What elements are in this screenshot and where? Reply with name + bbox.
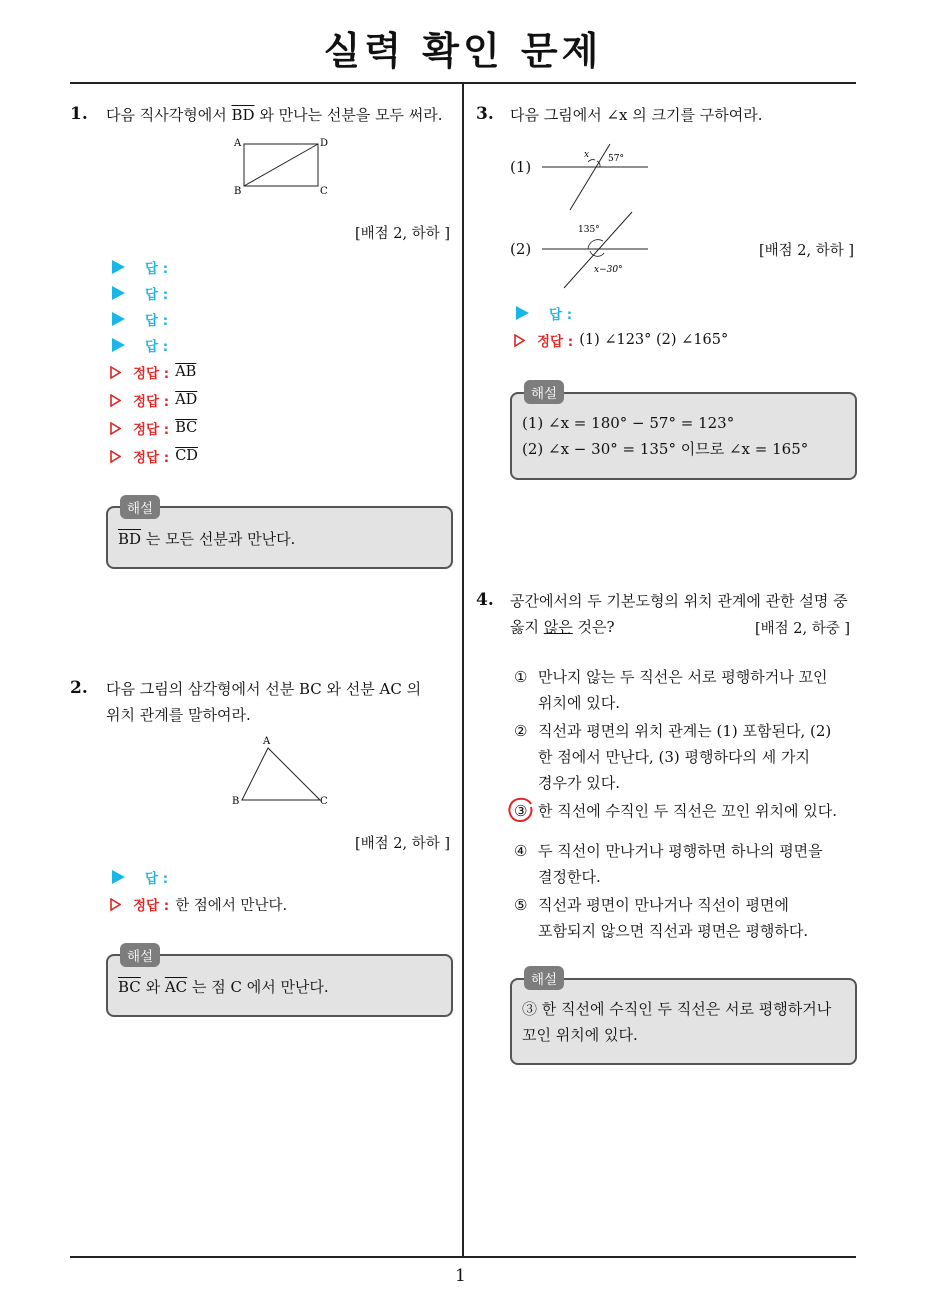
q3-explanation-text (522, 410, 808, 462)
play-icon (112, 338, 125, 352)
correct-label: 정답 : (133, 366, 170, 382)
q2-explanation-text (118, 974, 329, 1000)
play-outline-icon (110, 366, 121, 379)
play-icon (516, 306, 529, 320)
q3-expl-line1: (1) ∠x = 180° − 57° = 123° (522, 414, 735, 432)
q3-number: 3. (476, 104, 494, 124)
q3-fig1-angle: 57° (608, 154, 624, 164)
page-number: 1 (455, 1266, 466, 1286)
q1-answer-slot (112, 332, 168, 358)
q4-option-5-line: 직선과 평면이 만나거나 직선이 평면에 (538, 896, 789, 914)
q3-answer-slot (516, 300, 572, 326)
play-outline-icon (110, 422, 121, 435)
q4-explanation-tag: 해설 (524, 966, 564, 990)
q2-expl-rest: 는 점 C 에서 만난다. (191, 978, 329, 996)
q1-meta: [배점 2, 하하 ] (355, 226, 451, 242)
q4-option-4 (514, 838, 823, 886)
answer-label: 답 : (145, 287, 169, 303)
play-icon (112, 286, 125, 300)
q4-line1: 공간에서의 두 기본도형의 위치 관계에 관한 설명 중 (510, 592, 848, 610)
q4-option-1-text (538, 664, 827, 716)
q2-explanation-tag: 해설 (120, 943, 160, 967)
play-icon (112, 870, 125, 884)
q1-label-a: A (234, 138, 242, 149)
q2-text (106, 676, 421, 728)
correct-label: 정답 : (537, 334, 574, 350)
q4-number: 4. (476, 590, 494, 610)
q4-line2-before: 옳지 (510, 618, 539, 636)
q4-expl-line: 꼬인 위치에 있다. (522, 1026, 638, 1044)
selected-answer-circle-icon (507, 796, 535, 824)
q4-option-2-num: ② (514, 722, 528, 740)
q3-fig2-angle: 135° (578, 225, 600, 235)
answer-label: 답 : (145, 339, 169, 355)
q1-rectangle-figure (230, 134, 330, 198)
q4-option-1-line: 위치에 있다. (538, 694, 620, 712)
q4-line2-underlined: 않은 (543, 618, 573, 636)
q1-text-before: 다음 직사각형에서 (106, 106, 227, 124)
q4-option-3-line: 한 직선에 수직인 두 직선은 꼬인 위치에 있다. (538, 802, 837, 820)
q1-correct-value: $\overline{AB}$ (175, 364, 197, 380)
q3-figure-2 (540, 208, 652, 292)
play-outline-icon (514, 334, 525, 347)
q1-answer-slot (112, 254, 168, 280)
q2-expl-seg1: $\overline{BC}$ (118, 978, 141, 996)
correct-label: 정답 : (133, 422, 170, 438)
q4-option-5 (514, 892, 809, 940)
q1-correct-value: $\overline{BC}$ (175, 420, 198, 436)
q1-answer-list (112, 254, 168, 358)
q1-correct-row (110, 386, 198, 414)
q4-option-4-line: 결정한다. (538, 868, 601, 886)
play-icon (112, 260, 125, 274)
q2-line1: 다음 그림의 삼각형에서 선분 BC 와 선분 AC 의 (106, 680, 422, 698)
play-outline-icon (110, 450, 121, 463)
q3-sub1: (1) (510, 158, 532, 176)
q2-expl-seg2: $\overline{AC}$ (164, 978, 188, 996)
q2-answer-list (112, 864, 168, 890)
q1-label-d: D (320, 138, 329, 149)
q4-option-4-num: ④ (514, 842, 528, 860)
q2-correct-list (110, 891, 287, 917)
q3-sub2: (2) (510, 240, 532, 258)
q4-option-3-text (538, 798, 837, 824)
q4-option-2-line: 한 점에서 만난다, (3) 평행하다의 세 가지 (538, 748, 810, 766)
correct-label: 정답 : (133, 450, 170, 466)
q4-option-2 (514, 718, 832, 792)
answer-label: 답 : (549, 307, 573, 323)
q1-explanation-tag: 해설 (120, 495, 160, 519)
q4-option-4-text (538, 838, 823, 890)
q1-expl-segment: $\overline{BD}$ (118, 530, 142, 548)
q2-label-b: B (232, 796, 240, 807)
q4-expl-line: ③ 한 직선에 수직인 두 직선은 서로 평행하거나 (522, 1000, 832, 1018)
bottom-rule (70, 1256, 856, 1258)
page-title: 실력 확인 문제 (323, 29, 603, 73)
q4-option-1-line: 만나지 않는 두 직선은 서로 평행하거나 꼬인 (538, 668, 828, 686)
q4-option-2-text (538, 718, 831, 796)
q1-expl-rest: 는 모든 선분과 만난다. (145, 530, 296, 548)
q2-triangle-figure (228, 734, 332, 810)
q1-correct-row (110, 442, 198, 470)
q1-correct-row (110, 414, 198, 442)
q4-explanation-box (510, 978, 857, 1065)
q3-expl-line2: (2) ∠x − 30° = 135° 이므로 ∠x = 165° (522, 440, 809, 458)
q3-fig2-expr: x−30° (594, 265, 623, 275)
q3-correct-list (514, 327, 728, 353)
correct-label: 정답 : (133, 898, 170, 914)
q3-fig1-x: x (584, 150, 590, 160)
q1-text-after: 와 만나는 선분을 모두 써라. (259, 106, 443, 124)
q1-number: 1. (70, 104, 88, 124)
q4-option-3-num: ③ (514, 802, 528, 820)
q2-number: 2. (70, 678, 88, 698)
q3-meta: [배점 2, 하하 ] (759, 243, 855, 259)
q2-answer-slot (112, 864, 168, 890)
q2-expl-mid: 와 (145, 978, 161, 996)
q4-option-2-line: 직선과 평면의 위치 관계는 (1) 포함된다, (2) (538, 722, 832, 740)
q1-text (106, 102, 443, 128)
q1-label-b: B (234, 186, 242, 197)
play-icon (112, 312, 125, 326)
q1-correct-list (110, 358, 198, 470)
q1-explanation-text (118, 526, 295, 552)
q1-correct-row (110, 358, 198, 386)
answer-label: 답 : (145, 313, 169, 329)
q3-correct-row (514, 327, 728, 353)
q2-line2: 위치 관계를 말하여라. (106, 706, 251, 724)
q4-meta: [배점 2, 하중 ] (755, 621, 851, 637)
q3-correct-value: (1) ∠123° (2) ∠165° (579, 332, 729, 348)
q2-correct-row (110, 891, 287, 917)
correct-label: 정답 : (133, 394, 170, 410)
q4-option-1 (514, 664, 828, 712)
answer-label: 답 : (145, 871, 169, 887)
q1-answer-slot (112, 280, 168, 306)
q2-meta: [배점 2, 하하 ] (355, 836, 451, 852)
q4-option-4-line: 두 직선이 만나거나 평행하면 하나의 평면을 (538, 842, 823, 860)
q3-text: 다음 그림에서 ∠x 의 크기를 구하여라. (510, 106, 763, 124)
q1-answer-slot (112, 306, 168, 332)
q2-correct-value: 한 점에서 만난다. (175, 897, 288, 914)
column-divider (462, 83, 464, 1258)
q4-explanation-text (522, 996, 831, 1048)
play-outline-icon (110, 394, 121, 407)
q3-answer-list (516, 300, 572, 326)
q4-option-5-text (538, 892, 808, 944)
q4-option-5-line: 포함되지 않으면 직선과 평면은 평행하다. (538, 922, 809, 940)
q1-correct-value: $\overline{AD}$ (175, 392, 198, 408)
q1-label-c: C (320, 186, 328, 197)
q1-correct-value: $\overline{CD}$ (175, 448, 198, 464)
q3-figure-1 (540, 140, 652, 212)
q3-explanation-tag: 해설 (524, 380, 564, 404)
q3-explanation-box (510, 392, 857, 480)
play-outline-icon (110, 898, 121, 911)
q4-option-5-num: ⑤ (514, 896, 528, 914)
q4-line2-after: 것은? (577, 618, 615, 636)
answer-label: 답 : (145, 261, 169, 277)
q2-label-c: C (320, 796, 328, 807)
q2-label-a: A (263, 736, 271, 747)
q4-option-2-line: 경우가 있다. (538, 774, 620, 792)
q4-option-1-num: ① (514, 668, 528, 686)
q1-segment: $\overline{BD}$ (231, 106, 255, 124)
